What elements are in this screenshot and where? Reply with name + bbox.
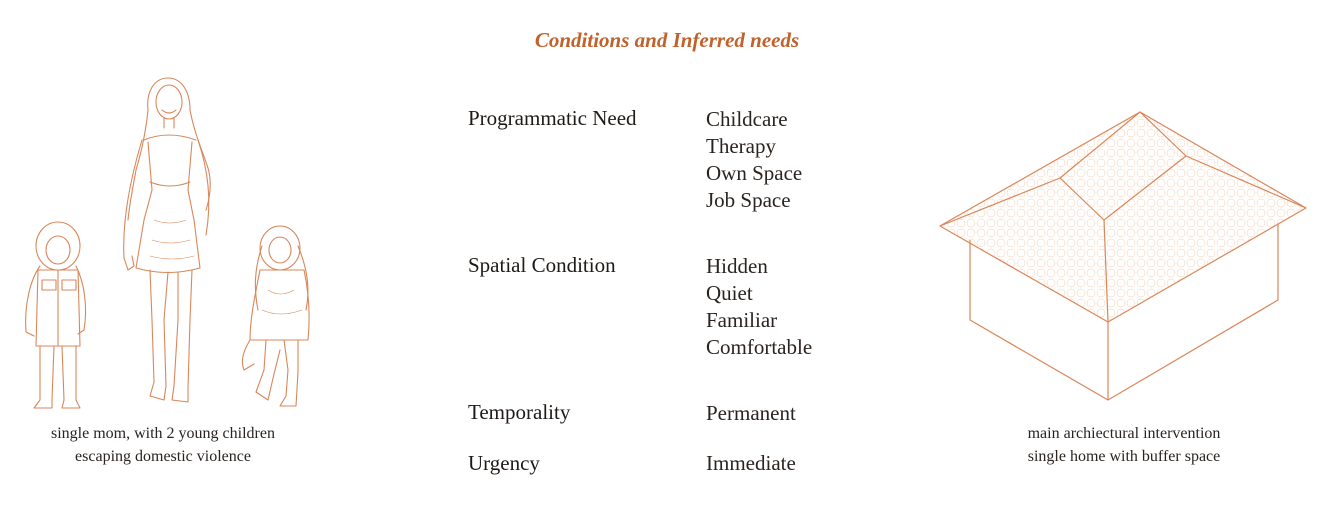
- value-item: Own Space: [706, 161, 803, 185]
- mother-figure: [124, 78, 210, 402]
- section-values-programmatic-need: [706, 106, 802, 214]
- value-item: Therapy: [706, 134, 776, 158]
- section-values-spatial-condition: [706, 253, 812, 361]
- house-roof-illustration: [936, 108, 1312, 408]
- page-title: Conditions and Inferred needs: [534, 28, 800, 52]
- section-values-urgency: [706, 450, 796, 477]
- left-caption-line1: single mom, with 2 young children: [51, 425, 275, 442]
- section-label-programmatic-need: Programmatic Need: [468, 106, 637, 130]
- value-item: Comfortable: [706, 335, 813, 359]
- value-item: Familiar: [706, 308, 778, 332]
- family-figures-illustration: [18, 70, 328, 415]
- right-caption: [984, 422, 1264, 468]
- section-label-urgency: Urgency: [468, 451, 540, 475]
- value-item: Immediate: [706, 451, 796, 475]
- child-right-figure: [242, 226, 309, 406]
- section-label-temporality: Temporality: [468, 400, 571, 424]
- value-item: Quiet: [706, 281, 753, 305]
- left-caption: [18, 422, 308, 468]
- right-caption-line2: single home with buffer space: [1027, 448, 1221, 465]
- left-caption-line2: escaping domestic violence: [75, 448, 251, 465]
- value-item: Permanent: [706, 401, 796, 425]
- value-item: Job Space: [706, 188, 791, 212]
- value-item: Childcare: [706, 107, 788, 131]
- child-left-figure: [26, 222, 86, 408]
- right-caption-line1: main archiectural intervention: [1027, 425, 1221, 442]
- section-values-temporality: [706, 400, 796, 427]
- section-label-spatial-condition: Spatial Condition: [468, 253, 616, 277]
- value-item: Hidden: [706, 254, 768, 278]
